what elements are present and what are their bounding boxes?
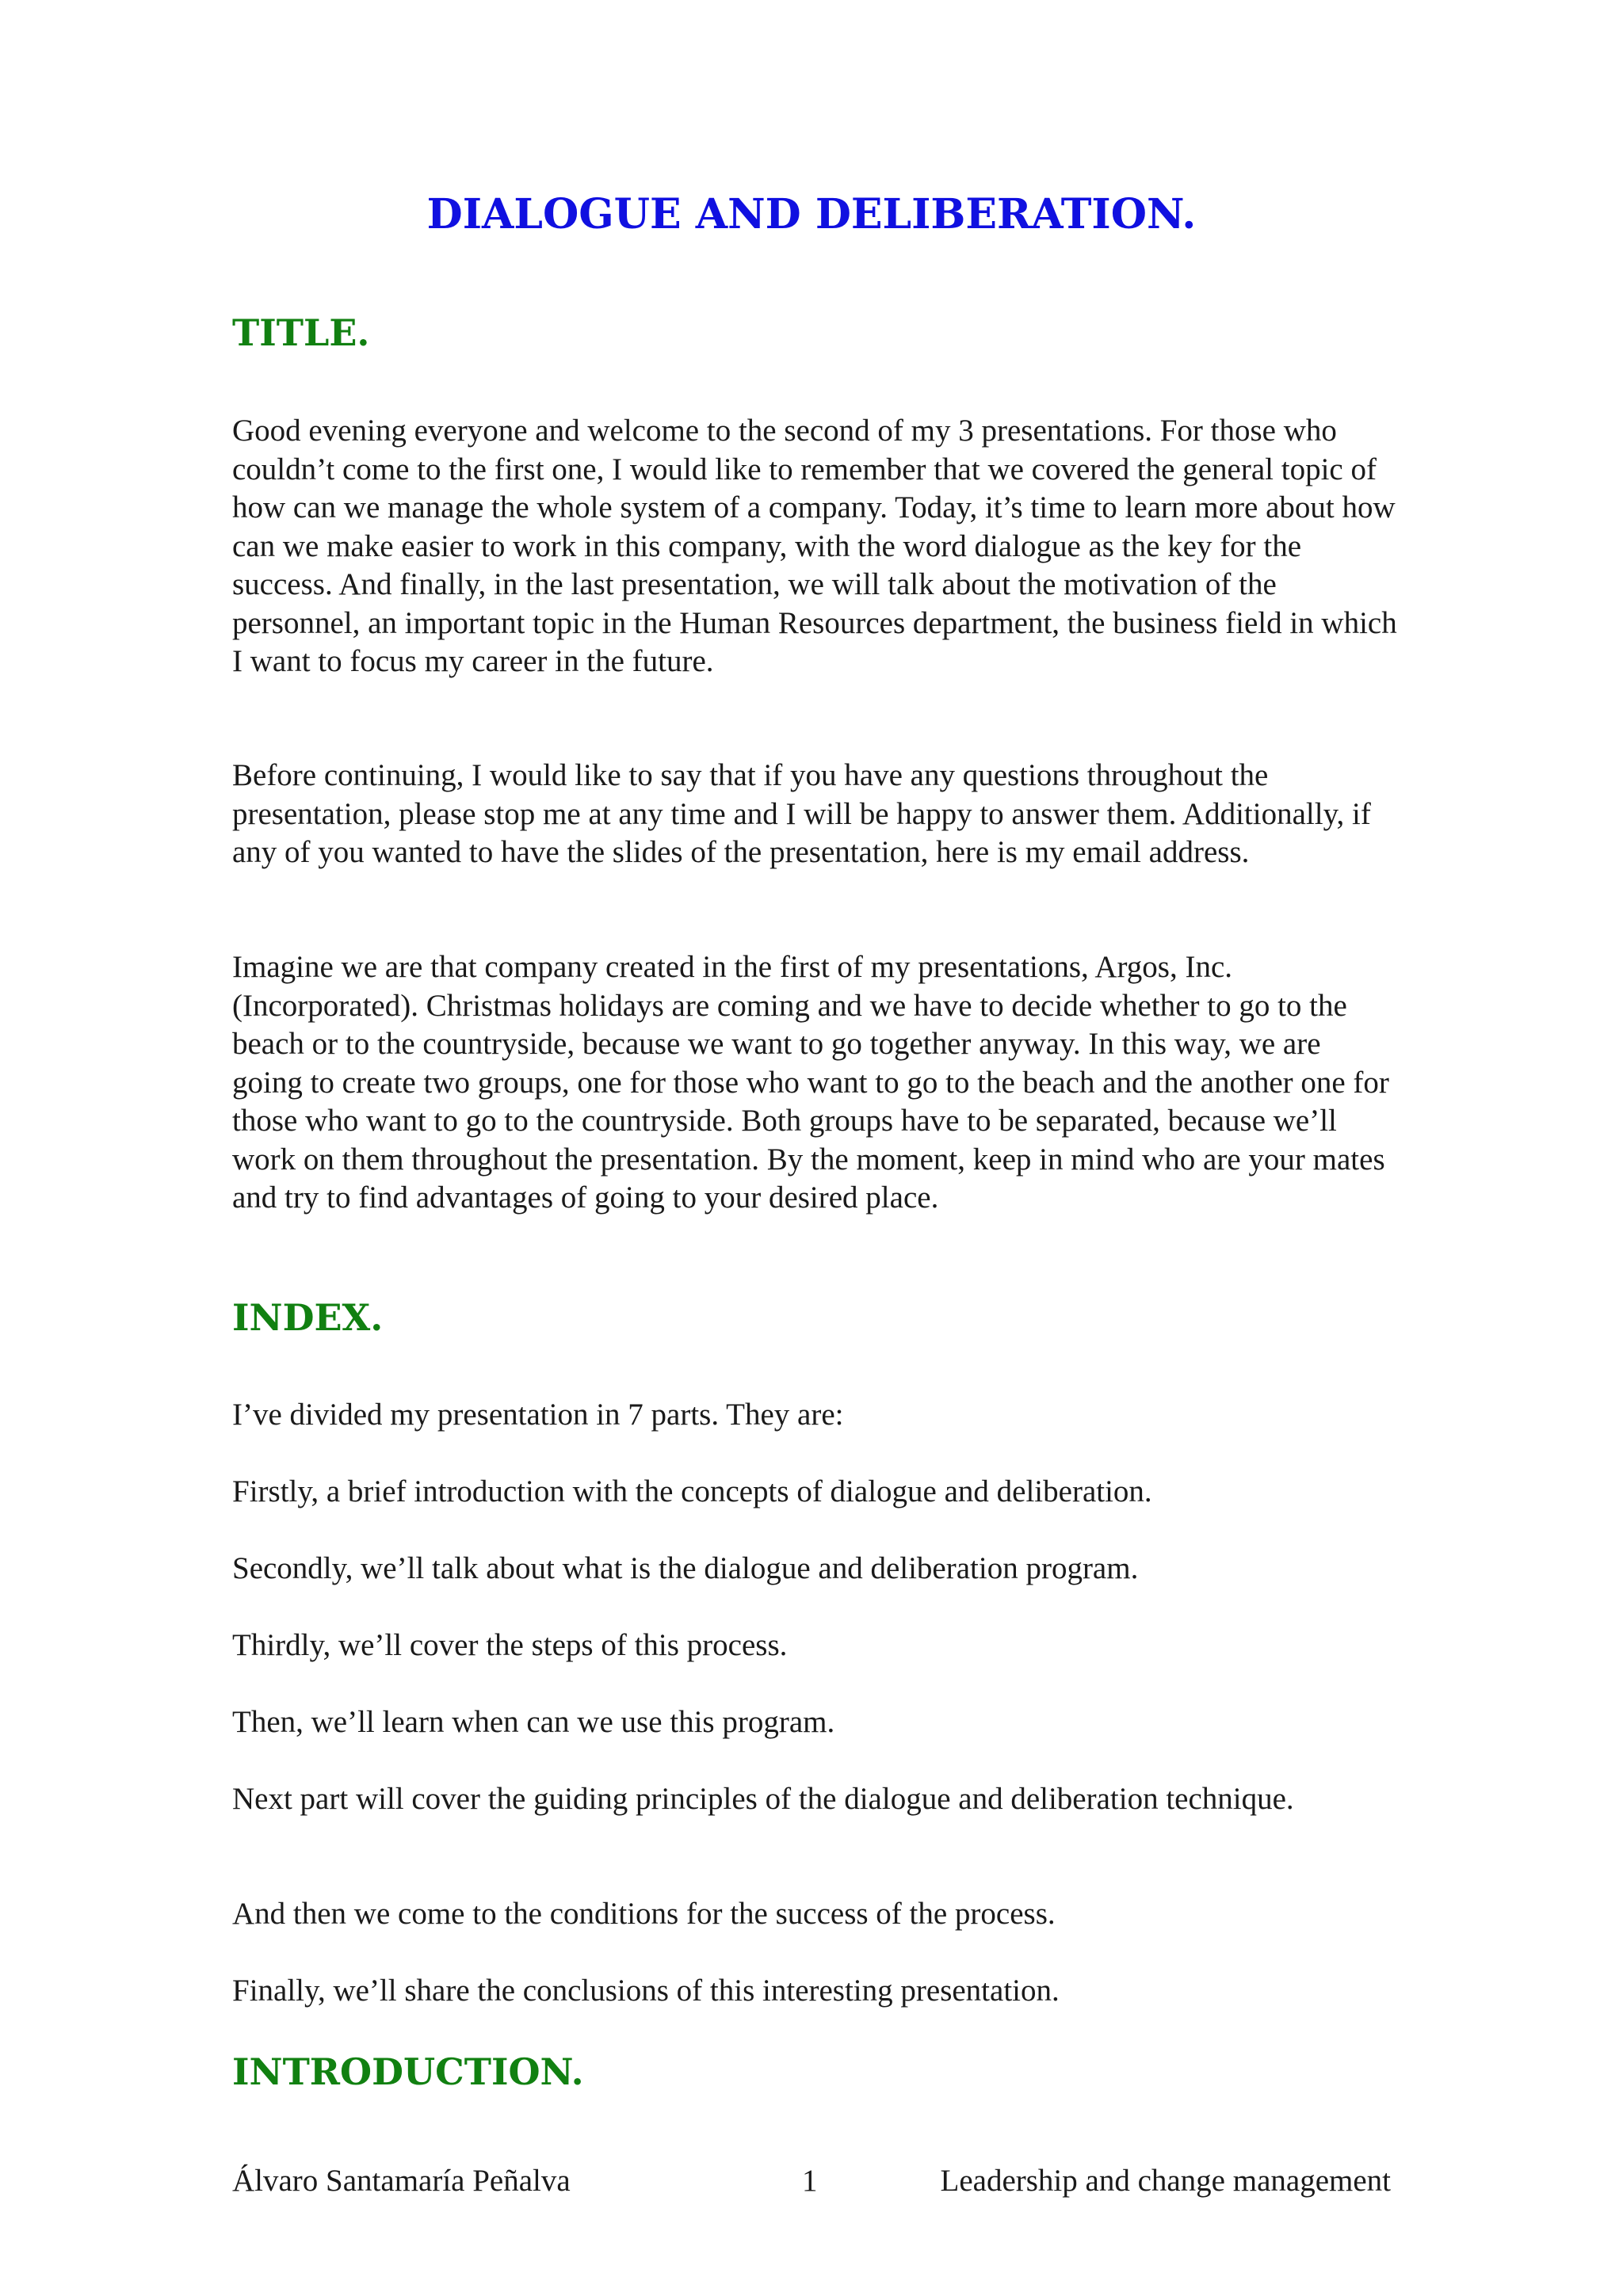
index-item: Next part will cover the guiding principles of the dialogue and deliberation technique. <box>232 1782 1294 1816</box>
index-item: Then, we’ll learn when can we use this program. <box>232 1705 835 1739</box>
footer-author: Álvaro Santamaría Peñalva <box>232 2164 571 2198</box>
page-footer <box>0 2163 1623 2203</box>
index-item: And then we come to the conditions for the success of the process. <box>232 1897 1056 1931</box>
paragraph-questions: Before continuing, I would like to say that if you have any questions throughout the presentation, please stop me at any time and I will be happy to answer them. Additionally, if any of you wanted to have the slides of the presentation, here is my email address. <box>232 758 1371 869</box>
section-heading-index: INDEX. <box>232 1296 384 1339</box>
footer-page-number: 1 <box>802 2164 818 2198</box>
index-item: Finally, we’ll share the conclusions of this interesting presentation. <box>232 1974 1060 2008</box>
paragraph-intro-welcome: Good evening everyone and welcome to the second of my 3 presentations. For those who couldn’t come to the first one, I would like to remember that we covered the general topic of how can we manage the whole system of a company. Today, it’s time to learn more about how can we make easier to work in this company, with the word dialogue as the key for the success. And finally, in the last presentation, we will talk about the motivation of the personnel, an important topic in the Human Resources department, the business field in which I want to focus my career in the future. <box>232 414 1397 678</box>
footer-course: Leadership and change management <box>940 2164 1391 2198</box>
section-heading-introduction: INTRODUCTION. <box>232 2050 584 2093</box>
index-item: Firstly, a brief introduction with the concepts of dialogue and deliberation. <box>232 1474 1152 1508</box>
index-item: Secondly, we’ll talk about what is the dialogue and deliberation program. <box>232 1551 1139 1585</box>
index-item: Thirdly, we’ll cover the steps of this process. <box>232 1628 788 1662</box>
index-item: I’ve divided my presentation in 7 parts. They are: <box>232 1398 844 1432</box>
document-title: DIALOGUE AND DELIBERATION. <box>426 190 1197 238</box>
section-heading-title: TITLE. <box>232 311 370 354</box>
paragraph-imagine-company: Imagine we are that company created in the first of my presentations, Argos, Inc. (Incorporated). Christmas holidays are coming and we have to decide whether to go to the beach or to the countryside, because we want to go together anyway. In this way, we are going to create two groups, one for those who want to go to the beach and the another one for those who want to go to the countryside. Both groups have to be separated, because we’ll work on them throughout the presentation. By the moment, keep in mind who are your mates and try to find advantages of going to your desired place. <box>232 950 1389 1215</box>
